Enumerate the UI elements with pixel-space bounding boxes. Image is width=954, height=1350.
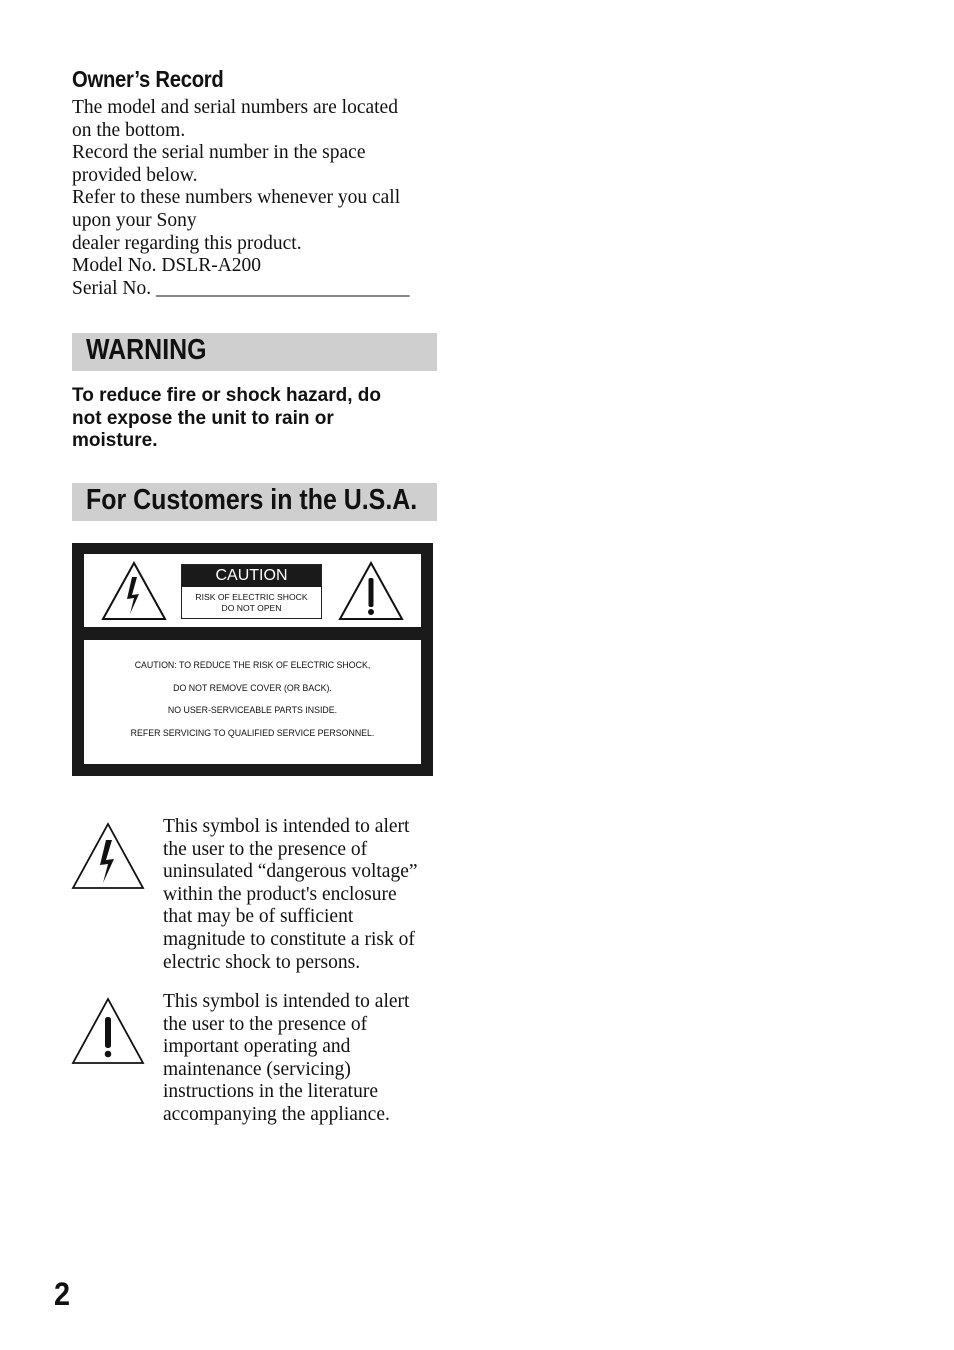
- description-line: the user to the presence of: [163, 1013, 368, 1035]
- warning-heading-band: [72, 333, 437, 371]
- description-line: electric shock to persons.: [163, 951, 361, 973]
- owners-record-line: on the bottom.: [72, 119, 186, 141]
- description-line: maintenance (servicing): [163, 1058, 351, 1080]
- owners-record-line: provided below.: [72, 164, 198, 186]
- description-line: within the product's enclosure: [163, 883, 397, 905]
- warning-line: moisture.: [72, 430, 158, 452]
- owners-record-heading: Owner’s Record: [72, 66, 224, 92]
- page-number: 2: [54, 1276, 71, 1312]
- description-line: magnitude to constitute a risk of: [163, 928, 415, 950]
- description-line: This symbol is intended to alert: [163, 816, 410, 837]
- owners-record-line: Record the serial number in the space: [72, 142, 366, 164]
- caution-label-line: NO USER-SERVICEABLE PARTS INSIDE.: [167, 705, 338, 715]
- usa-heading-band: [72, 483, 437, 521]
- warning-heading: WARNING: [86, 334, 207, 366]
- operating-instructions-description: [163, 991, 448, 1127]
- owners-record-line: dealer regarding this product.: [72, 232, 302, 254]
- description-line: This symbol is intended to alert: [163, 991, 410, 1012]
- dangerous-voltage-description: [163, 816, 448, 974]
- owners-record-line: upon your Sony: [72, 209, 197, 231]
- exclamation-triangle-icon: [338, 561, 404, 621]
- warning-text: [72, 385, 442, 453]
- description-line: uninsulated “dangerous voltage”: [163, 861, 418, 883]
- warning-line: To reduce fire or shock hazard, do: [72, 385, 381, 406]
- lightning-bolt-triangle-icon: [71, 822, 145, 890]
- owners-record-line: The model and serial numbers are located: [72, 97, 398, 118]
- caution-subtitle: [182, 592, 321, 613]
- model-number-line: Model No. DSLR-A200: [72, 255, 262, 277]
- owners-record-line: Refer to these numbers whenever you call: [72, 187, 401, 209]
- serial-number-line: Serial No. __________________________: [72, 277, 410, 299]
- caution-sign: [181, 564, 322, 619]
- exclamation-triangle-icon: [71, 997, 145, 1065]
- warning-line: not expose the unit to rain or: [72, 407, 334, 429]
- usa-heading: For Customers in the U.S.A.: [86, 484, 418, 516]
- owners-record-body: [72, 97, 452, 300]
- caution-label-line: CAUTION: TO REDUCE THE RISK OF ELECTRIC SHOCK,: [134, 660, 371, 670]
- caution-label-line: REFER SERVICING TO QUALIFIED SERVICE PERSONNEL.: [130, 728, 375, 738]
- caution-label-line: DO NOT REMOVE COVER (OR BACK).: [173, 683, 332, 693]
- caution-title: CAUTION: [182, 565, 321, 587]
- lightning-bolt-triangle-icon: [101, 561, 167, 621]
- description-line: that may be of sufficient: [163, 906, 354, 928]
- description-line: important operating and: [163, 1036, 351, 1058]
- description-line: instructions in the literature: [163, 1081, 378, 1103]
- caution-subtitle-line: RISK OF ELECTRIC SHOCK: [195, 592, 308, 602]
- caution-label-bottom-panel: [84, 640, 421, 764]
- description-line: accompanying the appliance.: [163, 1103, 390, 1125]
- caution-subtitle-line: DO NOT OPEN: [221, 602, 282, 613]
- description-line: the user to the presence of: [163, 838, 368, 860]
